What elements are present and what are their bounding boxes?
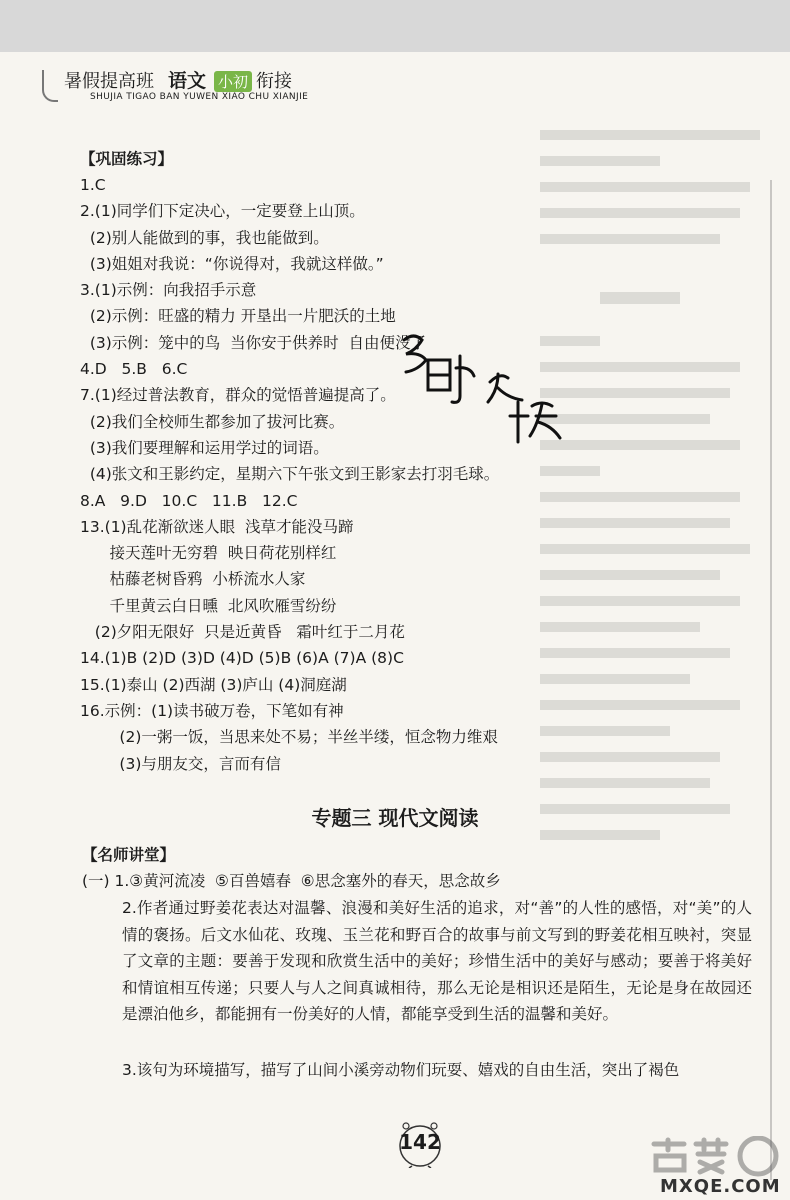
answer-q1: (一) 1.③黄河流凌 ⑤百兽嬉春 ⑥思念塞外的春天，思念故乡 — [82, 872, 501, 890]
answer-line: (2)一粥一饭，当思来处不易；半丝半缕，恒念物力维艰 — [80, 728, 498, 747]
practice-section — [80, 146, 499, 777]
header-title — [64, 66, 292, 93]
answer-line: 4.D 5.B 6.C — [80, 360, 188, 379]
answer-line: 枯藤老树昏鸦 小桥流水人家 — [80, 570, 306, 589]
scallop-border — [0, 38, 790, 64]
page-number: 142 — [399, 1130, 441, 1154]
header-corner-decoration — [42, 70, 58, 102]
header-bridge: 衔接 — [256, 71, 293, 92]
answer-line: (2)示例：旺盛的精力 开垦出一片肥沃的土地 — [80, 307, 396, 326]
answer-line: 7.(1)经过普法教育，群众的觉悟普遍提高了。 — [80, 386, 396, 405]
answer-q2 — [122, 895, 752, 1028]
bleed-through-text — [530, 126, 770, 886]
answer-line: (3)姐姐对我说：“你说得对，我就这样做。” — [80, 254, 384, 273]
answer-line: (3)我们要理解和运用学过的词语。 — [80, 438, 329, 457]
answer-line: 16.示例：(1)读书破万卷，下笔如有神 — [80, 701, 344, 720]
answer-line: 千里黄云白日曛 北风吹雁雪纷纷 — [80, 596, 337, 615]
handwritten-stamp — [398, 320, 568, 450]
practice-answers — [80, 172, 499, 777]
answer-q2-text: 2.作者通过野姜花表达对温馨、浪漫和美好生活的追求，对“善”的人性的感悟，对“美”的人情的褒扬。后文水仙花、玫瑰、玉兰花和野百合的故事与前文写到的野姜花相互映衬，突显了文章的主题：要善于发现和欣赏生活中的美好；珍惜生活中的美好与感动；要善于将美好和情谊相互传递；只要人与人之间真诚相待，那么无论是相识还是陌生，无论是身在故园还是漂泊他乡，都能拥有一份美好的人情，都能享受到生活的温馨和美好。 — [122, 899, 752, 1023]
header-pinyin: SHUJIA TIGAO BAN YUWEN XIAO CHU XIANJIE — [90, 92, 309, 102]
answer-line: (2)别人能做到的事，我也能做到。 — [80, 228, 329, 247]
answer-line: 15.(1)泰山 (2)西湖 (3)庐山 (4)洞庭湖 — [80, 675, 347, 694]
section-title: 专题三 现代文阅读 — [311, 806, 479, 830]
answer-line: (2)夕阳无限好 只是近黄昏 霜叶红于二月花 — [80, 623, 405, 642]
book-header — [46, 64, 366, 108]
answer-line: 13.(1)乱花渐欲迷人眼 浅草才能没马蹄 — [80, 517, 354, 536]
answer-line: 3.(1)示例：向我招手示意 — [80, 281, 257, 300]
answer-line: 8.A 9.D 10.C 11.B 12.C — [80, 491, 298, 510]
answer-line: (3)示例：笼中的鸟 当你安于供养时 自由便没了 — [80, 333, 427, 352]
practice-heading: 【巩固练习】 — [80, 150, 174, 168]
answer-line: 2.(1)同学们下定决心，一定要登上山顶。 — [80, 202, 365, 221]
watermark-site: MXQE.COM — [660, 1176, 781, 1197]
answer-line: (2)我们全校师生都参加了拔河比赛。 — [80, 412, 345, 431]
lecture-section — [82, 842, 501, 894]
page-edge-shadow — [770, 180, 772, 1180]
answer-q3: 3.该句为环境描写，描写了山间小溪旁动物们玩耍、嬉戏的自由生活，突出了褐色 — [122, 1061, 680, 1079]
grade-badge: 小初 — [214, 71, 252, 92]
header-subject: 语文 — [168, 70, 207, 92]
lecture-heading: 【名师讲堂】 — [82, 846, 176, 864]
answer-line: (3)与朋友交，言而有信 — [80, 754, 281, 773]
answer-line: (4)张文和王影约定，星期六下午张文到王影家去打羽毛球。 — [80, 465, 500, 484]
answer-line: 1.C — [80, 176, 106, 194]
header-series: 暑假提高班 — [64, 71, 154, 92]
answer-line: 接天莲叶无穷碧 映日荷花别样红 — [80, 544, 337, 563]
answer-line: 14.(1)B (2)D (3)D (4)D (5)B (6)A (7)A (8)C — [80, 649, 404, 668]
